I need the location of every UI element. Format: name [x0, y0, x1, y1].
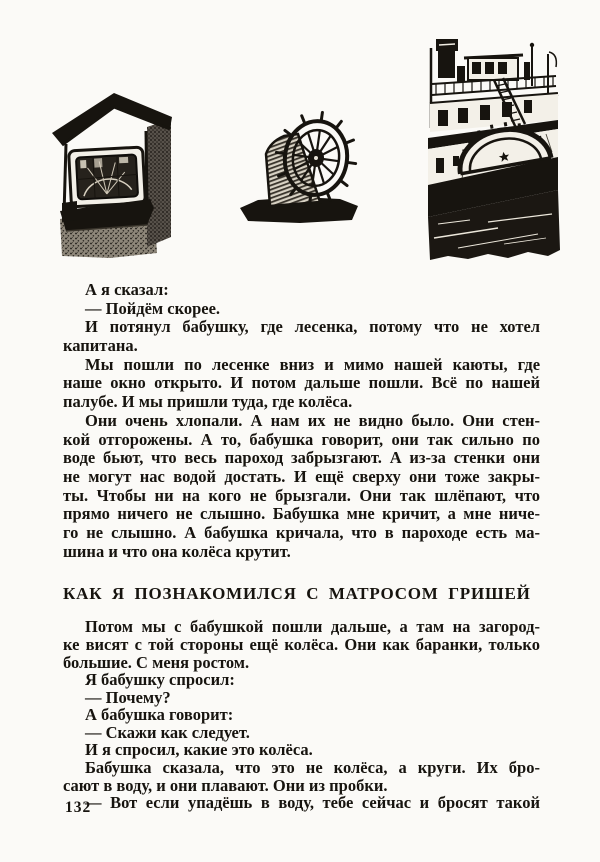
text-line: капитана.: [63, 336, 138, 356]
text-line: шина и что она колёса крутит.: [63, 541, 291, 561]
text-line: Потом мы с бабушкой пошли дальше, а там на загород-: [85, 617, 540, 637]
page-number: 132: [65, 799, 92, 816]
text-line: — Скажи как следует.: [85, 722, 250, 742]
text-line: — Пойдём скорее.: [85, 298, 221, 318]
text-line: — Вот если упадёшь в воду, тебе сейчас и бросят такой: [85, 793, 540, 813]
ship-steering-wheel-illustration: [240, 102, 358, 230]
booth-with-display-window-illustration: [50, 87, 174, 259]
text-line: Мы пошли по лесенке вниз и мимо нашей каюты, где: [85, 354, 541, 374]
story-text-after-heading: [63, 618, 540, 812]
paddle-steamer-illustration: [428, 38, 562, 262]
text-line: — Почему?: [85, 687, 171, 707]
text-line: большие. С меня ростом.: [63, 652, 250, 672]
text-line: прямо ничего не слышно. Бабушка мне кричит, а мне ниче-: [63, 504, 540, 524]
text-line: И я спросил, какие это колёса.: [85, 740, 313, 760]
text-line: ты. Чтобы ни на кого не брызгали. Они так шлёпают, что: [63, 485, 541, 505]
text-line: воде бьют, что весь пароход забрызгают. А из-за стенки они: [63, 448, 541, 468]
text-line: Они очень хлопали. А нам их не видно было. Они стен-: [85, 410, 541, 430]
text-line: А бабушка говорит:: [85, 705, 234, 725]
text-line: А я сказал:: [85, 280, 169, 299]
text-line: кой отгорожены. А то, бабушка говорит, они так сильно по: [63, 429, 540, 449]
text-line: И потянул бабушку, где лесенка, потому что не хотел: [85, 317, 541, 337]
text-line: Я бабушку спросил:: [85, 670, 235, 690]
text-line: ке висят с той стороны ещё колёса. Они как баранки, только: [63, 634, 540, 654]
text-line: не могут нас водой достать. И ещё сверху они тоже закры-: [63, 466, 540, 486]
page-text: [63, 281, 540, 812]
text-line: го не слышно. А бабушка кричала, что в пароходе есть ма-: [63, 522, 540, 542]
chapter-heading: КАК Я ПОЗНАКОМИЛСЯ С МАТРОСОМ ГРИШЕЙ: [63, 584, 531, 604]
story-text-before-heading: [63, 281, 540, 561]
text-line: сают в воду, и они плавают. Они из пробки.: [63, 775, 388, 795]
text-line: наше окно открыто. И потом дальше пошли. Всё по нашей: [63, 373, 540, 393]
text-line: Бабушка сказала, что это не колёса, а круги. Их бро-: [85, 758, 540, 778]
text-line: палубе. И мы пришли туда, где колёса.: [63, 392, 353, 412]
